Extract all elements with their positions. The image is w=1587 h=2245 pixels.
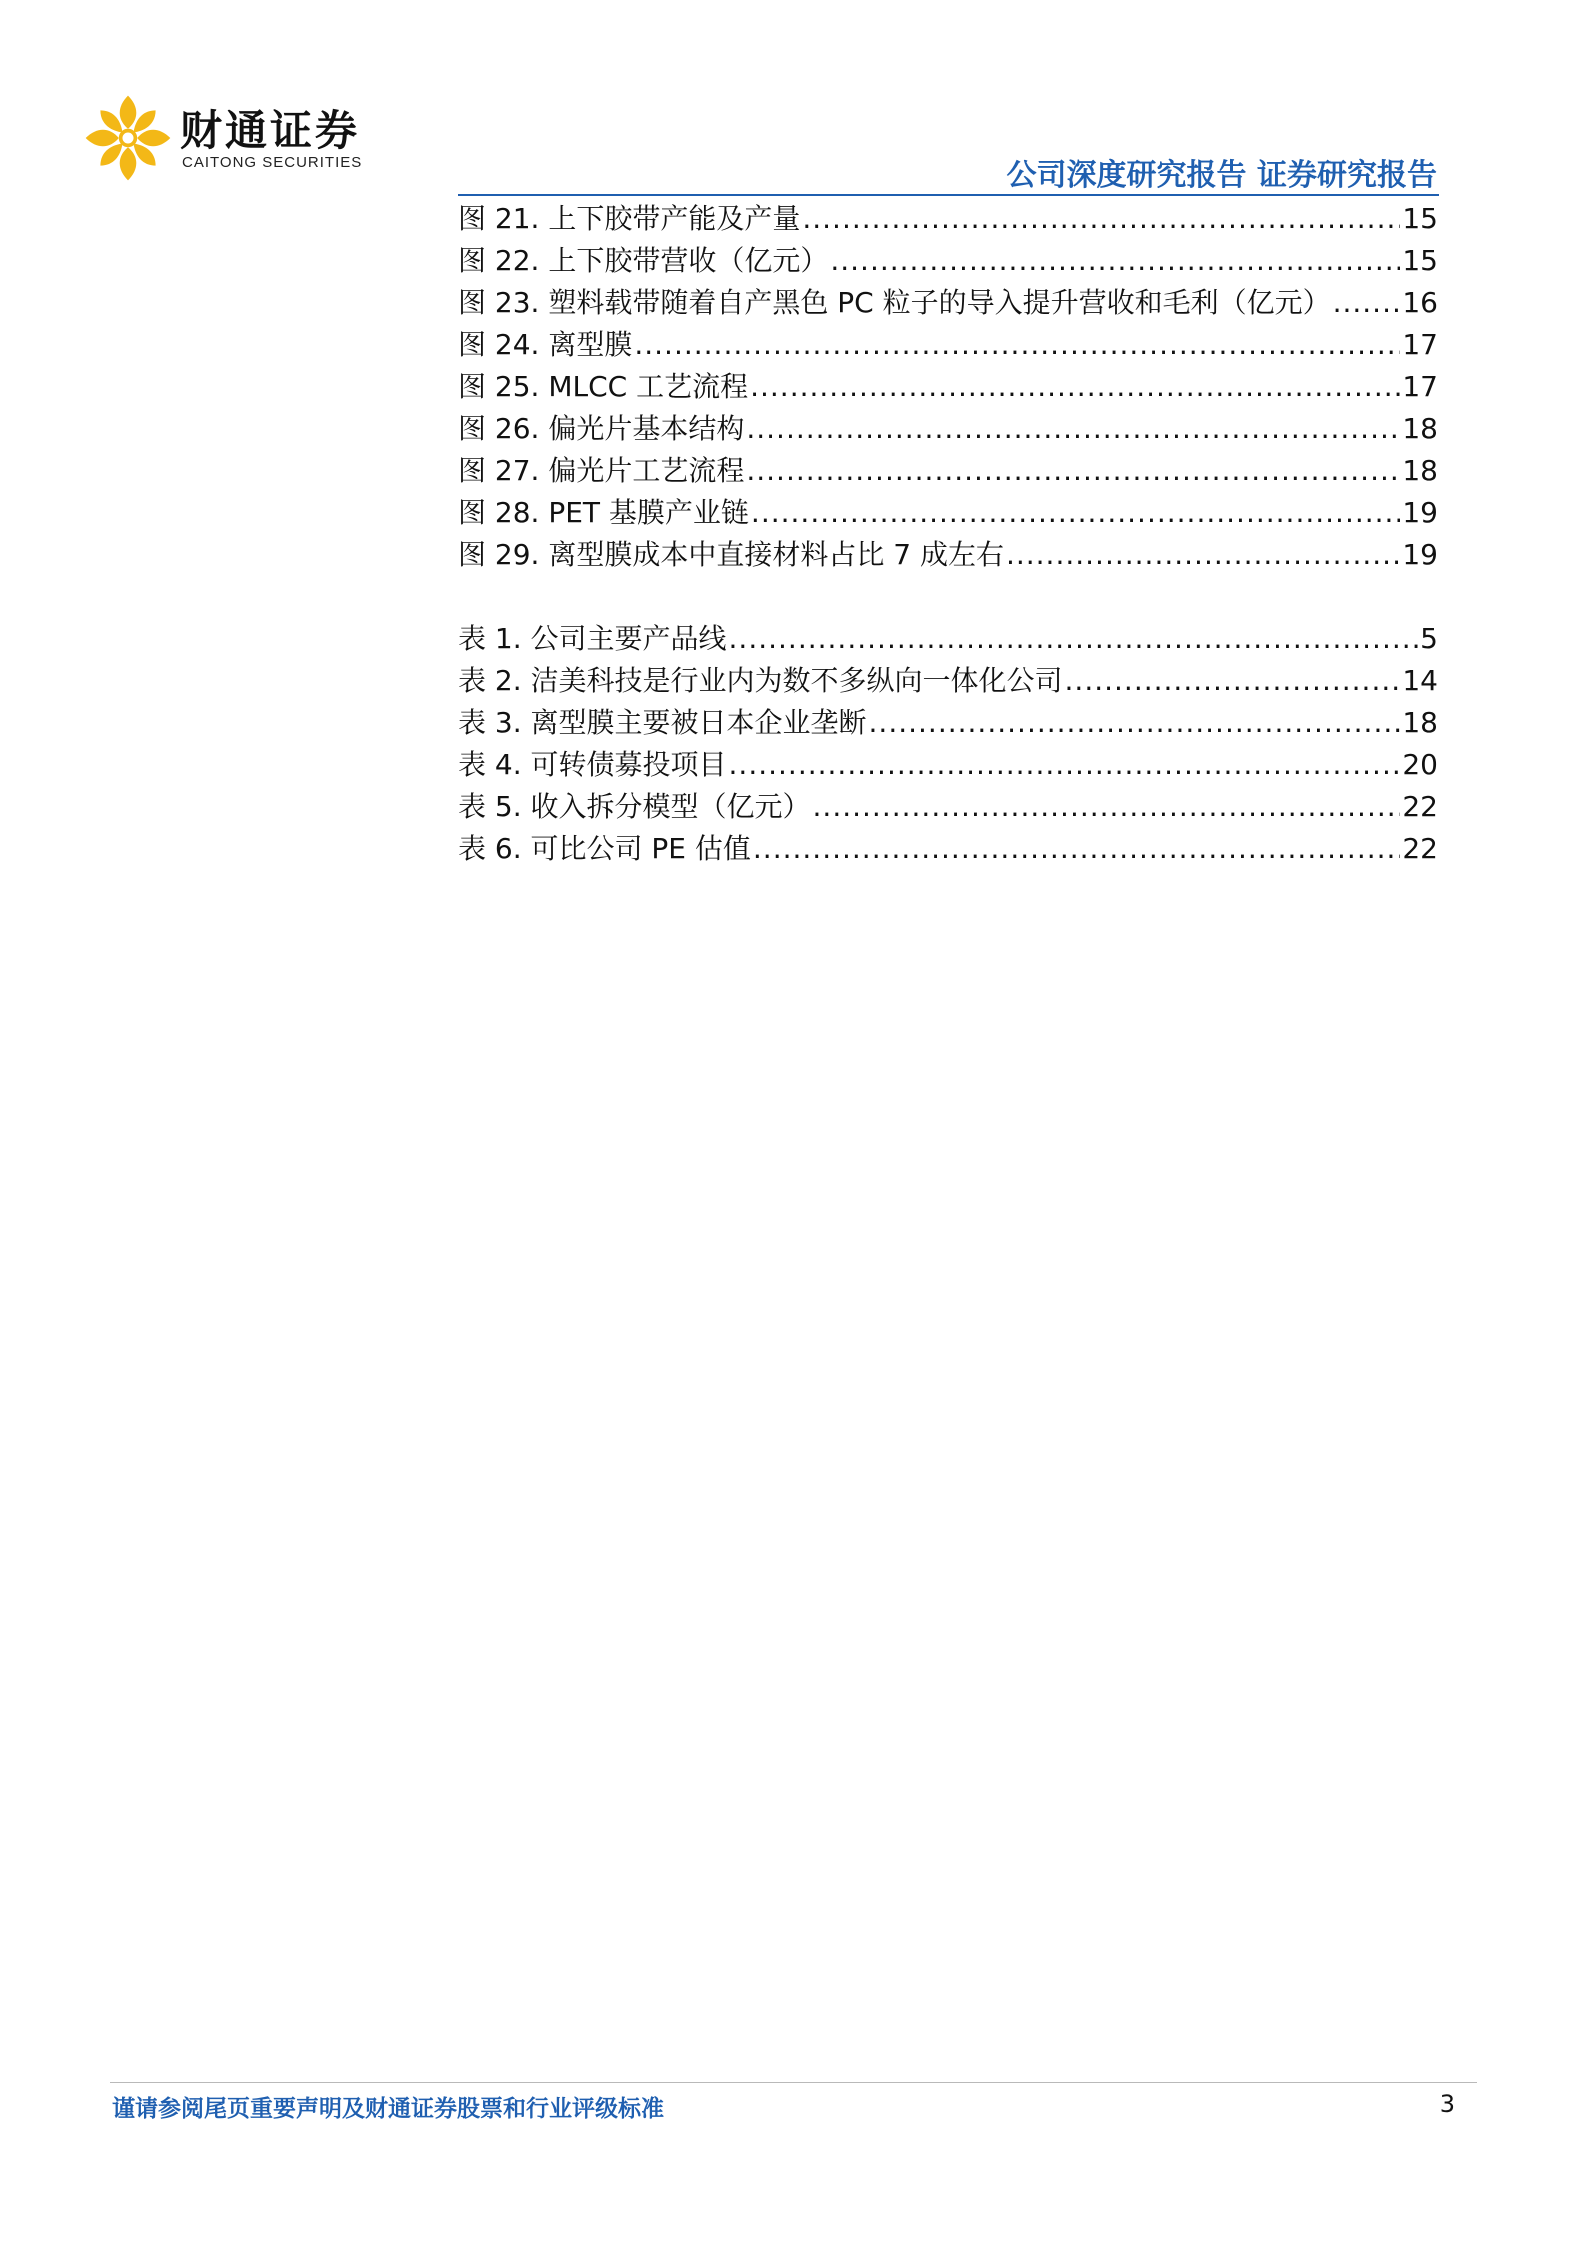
toc-entry[interactable] (458, 366, 1438, 408)
brand-name-en: CAITONG SECURITIES (182, 154, 363, 171)
toc-entry-label: 表 1. 公司主要产品线 (458, 622, 727, 655)
toc-entry-page: 22 (1402, 832, 1438, 865)
toc-leader-dots (802, 198, 1400, 240)
toc-entry[interactable] (458, 786, 1438, 828)
table-list (458, 618, 1438, 870)
caitong-logo-icon (82, 92, 174, 184)
toc-leader-dots (1333, 282, 1401, 324)
toc-entry-page: 5 (1420, 622, 1438, 655)
toc-entry-label: 图 27. 偏光片工艺流程 (458, 454, 745, 487)
toc-entry-page: 19 (1402, 538, 1438, 571)
toc-leader-dots (830, 240, 1400, 282)
toc-leader-dots (634, 324, 1400, 366)
toc-entry-page: 22 (1402, 790, 1438, 823)
toc-leader-dots (753, 828, 1400, 870)
toc-entry-label: 表 2. 洁美科技是行业内为数不多纵向一体化公司 (458, 664, 1063, 697)
toc-entry-label: 表 3. 离型膜主要被日本企业垄断 (458, 706, 867, 739)
toc-leader-dots (751, 492, 1400, 534)
toc-entry[interactable] (458, 240, 1438, 282)
company-logo (82, 92, 442, 192)
toc-leader-dots (746, 450, 1400, 492)
toc-entry[interactable] (458, 660, 1438, 702)
toc-entry-page: 15 (1402, 244, 1438, 277)
toc-entry-label: 表 5. 收入拆分模型（亿元） (458, 790, 811, 823)
toc-leader-dots (729, 744, 1401, 786)
toc-entry-page: 17 (1402, 370, 1438, 403)
toc-entry-label: 图 28. PET 基膜产业链 (458, 496, 749, 529)
footer-disclaimer[interactable]: 谨请参阅尾页重要声明及财通证券股票和行业评级标准 (112, 2096, 664, 2122)
toc-entry[interactable] (458, 198, 1438, 240)
toc-entry-page: 14 (1402, 664, 1438, 697)
toc-entry-page: 15 (1402, 202, 1438, 235)
toc-entry-page: 17 (1402, 328, 1438, 361)
toc-entry-label: 表 4. 可转债募投项目 (458, 748, 727, 781)
toc-leader-dots (746, 408, 1400, 450)
toc-leader-dots (1006, 534, 1400, 576)
figure-list (458, 198, 1438, 576)
toc-entry[interactable] (458, 324, 1438, 366)
toc-entry-page: 18 (1402, 454, 1438, 487)
page-number: 3 (1439, 2090, 1455, 2118)
toc-entry-label: 图 24. 离型膜 (458, 328, 633, 361)
toc-entry-label: 表 6. 可比公司 PE 估值 (458, 832, 751, 865)
footer-divider (110, 2082, 1477, 2083)
section-spacer (458, 576, 1438, 618)
toc-entry-label: 图 26. 偏光片基本结构 (458, 412, 745, 445)
toc-entry[interactable] (458, 744, 1438, 786)
report-type-header: 公司深度研究报告 证券研究报告 (1006, 158, 1437, 193)
toc-entry[interactable] (458, 534, 1438, 576)
toc-entry-page: 20 (1402, 748, 1438, 781)
toc-entry-label: 图 21. 上下胶带产能及产量 (458, 202, 801, 235)
toc-entry[interactable] (458, 828, 1438, 870)
toc-entry-page: 18 (1402, 412, 1438, 445)
toc-entry-label: 图 23. 塑料载带随着自产黑色 PC 粒子的导入提升营收和毛利（亿元） (458, 286, 1331, 319)
toc-entry[interactable] (458, 492, 1438, 534)
toc-leader-dots (750, 366, 1400, 408)
toc-entry[interactable] (458, 450, 1438, 492)
header-divider (458, 194, 1439, 196)
toc-entry-label: 图 22. 上下胶带营收（亿元） (458, 244, 829, 277)
toc-leader-dots (729, 618, 1419, 660)
toc-entry-label: 图 25. MLCC 工艺流程 (458, 370, 749, 403)
toc-entry[interactable] (458, 702, 1438, 744)
table-of-contents (458, 198, 1438, 870)
toc-entry-page: 18 (1402, 706, 1438, 739)
toc-entry-page: 19 (1402, 496, 1438, 529)
toc-leader-dots (869, 702, 1401, 744)
toc-entry[interactable] (458, 618, 1438, 660)
toc-leader-dots (813, 786, 1401, 828)
toc-entry[interactable] (458, 282, 1438, 324)
toc-entry-page: 16 (1402, 286, 1438, 319)
brand-name-cn: 财通证券 (180, 106, 361, 155)
toc-entry[interactable] (458, 408, 1438, 450)
toc-entry-label: 图 29. 离型膜成本中直接材料占比 7 成左右 (458, 538, 1004, 571)
toc-leader-dots (1065, 660, 1401, 702)
